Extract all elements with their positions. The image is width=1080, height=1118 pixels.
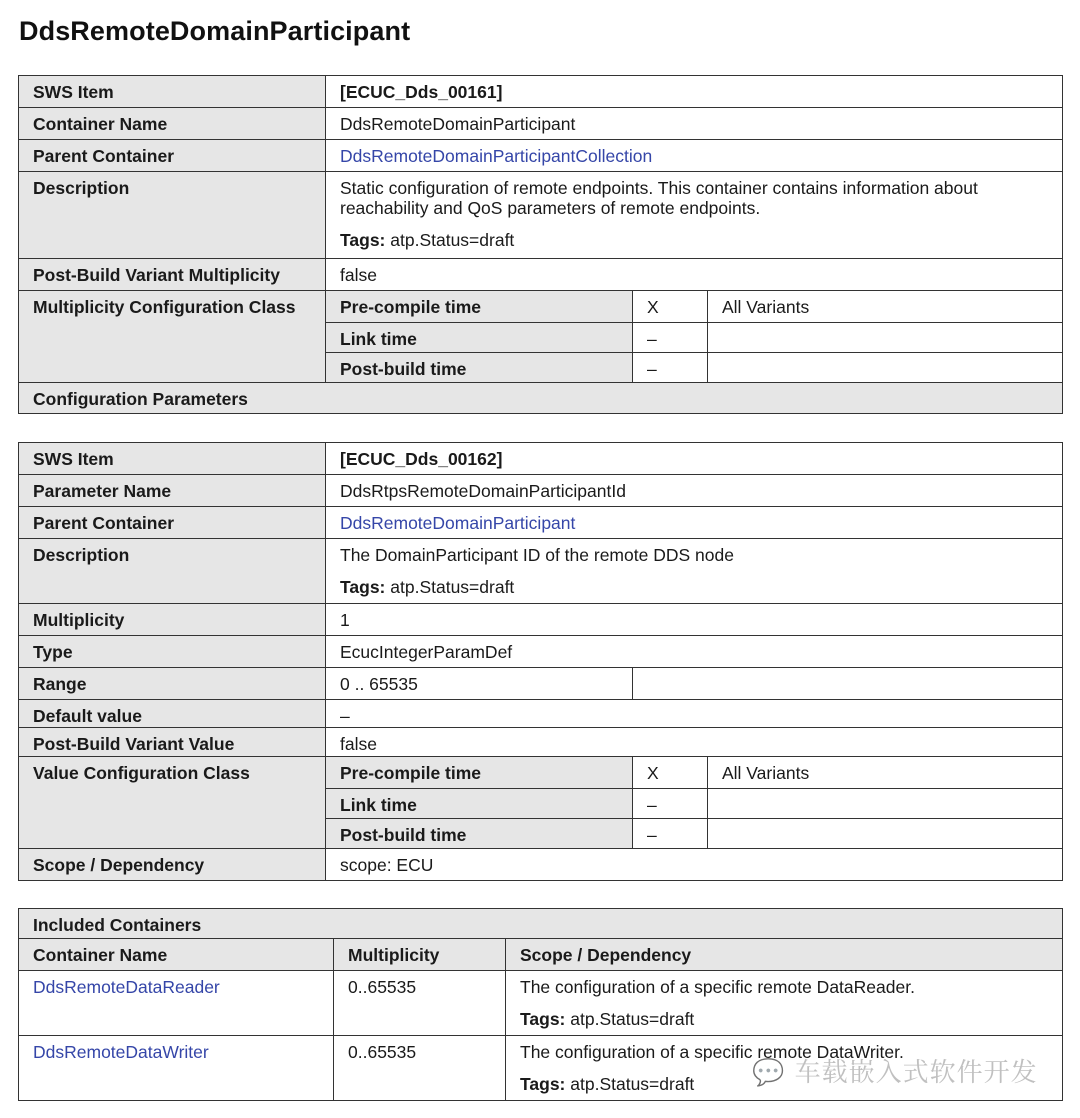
post-build-value: false bbox=[326, 728, 1063, 757]
post-build-value: false bbox=[326, 259, 1063, 291]
config-class-label: Multiplicity Configuration Class bbox=[19, 291, 326, 383]
multiplicity-label: Multiplicity bbox=[19, 604, 326, 636]
table-row bbox=[19, 475, 1063, 507]
container-description-cell bbox=[506, 1036, 1063, 1101]
watermark-text: 车载嵌入式软件开发 bbox=[794, 1058, 1038, 1088]
range-label: Range bbox=[19, 668, 326, 700]
tags-value: atp.Status=draft bbox=[390, 577, 515, 597]
container-multiplicity: 0..65535 bbox=[334, 971, 506, 1036]
table-row bbox=[19, 636, 1063, 668]
page-title: DdsRemoteDomainParticipant bbox=[19, 16, 411, 46]
config-time: Pre-compile time bbox=[326, 291, 633, 323]
table-row bbox=[19, 971, 1063, 1036]
container-description: The configuration of a specific remote DataWriter. bbox=[520, 1042, 904, 1062]
table-row bbox=[19, 757, 1063, 789]
tags-value: atp.Status=draft bbox=[390, 230, 515, 250]
config-time: Post-build time bbox=[326, 819, 633, 849]
container-name-value: DdsRemoteDomainParticipant bbox=[326, 108, 1063, 140]
config-variants bbox=[708, 789, 1063, 819]
table-row bbox=[19, 604, 1063, 636]
config-variants: All Variants bbox=[708, 757, 1063, 789]
config-time: Link time bbox=[326, 323, 633, 353]
table-row bbox=[19, 76, 1063, 108]
config-time: Pre-compile time bbox=[326, 757, 633, 789]
tags-value: atp.Status=draft bbox=[570, 1009, 695, 1029]
table-row bbox=[19, 700, 1063, 728]
table-row bbox=[19, 1036, 1063, 1101]
container-link[interactable]: DdsRemoteDataReader bbox=[19, 971, 334, 1036]
sws-item-value: [ECUC_Dds_00162] bbox=[326, 443, 1063, 475]
table-row bbox=[19, 443, 1063, 475]
table-row bbox=[19, 108, 1063, 140]
column-header-multiplicity: Multiplicity bbox=[334, 939, 506, 971]
container-definition-table bbox=[18, 75, 1063, 414]
range-extra bbox=[633, 668, 1063, 700]
table-row bbox=[19, 849, 1063, 881]
config-time: Link time bbox=[326, 789, 633, 819]
sws-item-label: SWS Item bbox=[19, 443, 326, 475]
table-row bbox=[19, 728, 1063, 757]
parent-container-label: Parent Container bbox=[19, 140, 326, 172]
container-multiplicity: 0..65535 bbox=[334, 1036, 506, 1101]
parameter-definition-table bbox=[18, 442, 1063, 881]
post-build-label: Post-Build Variant Value bbox=[19, 728, 326, 757]
scope-label: Scope / Dependency bbox=[19, 849, 326, 881]
container-link[interactable]: DdsRemoteDataWriter bbox=[19, 1036, 334, 1101]
config-variants bbox=[708, 353, 1063, 383]
config-mark: – bbox=[633, 353, 708, 383]
description-text: The DomainParticipant ID of the remote DDS node bbox=[340, 545, 734, 565]
tags bbox=[340, 230, 1048, 250]
tags-label: Tags: bbox=[340, 577, 386, 597]
table-row bbox=[19, 668, 1063, 700]
tags-value: atp.Status=draft bbox=[570, 1074, 695, 1094]
description-label: Description bbox=[19, 172, 326, 259]
table-row bbox=[19, 172, 1063, 259]
table-row bbox=[19, 140, 1063, 172]
scope-value: scope: ECU bbox=[326, 849, 1063, 881]
table-row bbox=[19, 507, 1063, 539]
config-params-label: Configuration Parameters bbox=[19, 383, 1063, 414]
sws-item-label: SWS Item bbox=[19, 76, 326, 108]
tags-label: Tags: bbox=[520, 1009, 566, 1029]
parent-container-label: Parent Container bbox=[19, 507, 326, 539]
parent-container-link[interactable]: DdsRemoteDomainParticipantCollection bbox=[326, 140, 1063, 172]
table-row bbox=[19, 291, 1063, 323]
included-containers-header: Included Containers bbox=[19, 909, 1063, 939]
sws-item-value: [ECUC_Dds_00161] bbox=[326, 76, 1063, 108]
description-cell bbox=[326, 172, 1063, 259]
table-row bbox=[19, 939, 1063, 971]
parameter-name-label: Parameter Name bbox=[19, 475, 326, 507]
tags-label: Tags: bbox=[340, 230, 386, 250]
type-value: EcucIntegerParamDef bbox=[326, 636, 1063, 668]
config-mark: – bbox=[633, 789, 708, 819]
table-row bbox=[19, 909, 1063, 939]
table-row bbox=[19, 383, 1063, 414]
config-mark: – bbox=[633, 323, 708, 353]
tags bbox=[520, 1074, 1048, 1094]
config-time: Post-build time bbox=[326, 353, 633, 383]
container-name-label: Container Name bbox=[19, 108, 326, 140]
description-text: Static configuration of remote endpoints. This container contains information about reachability and QoS parameters of remote endpoints. bbox=[340, 178, 978, 218]
table-row bbox=[19, 539, 1063, 604]
config-mark: X bbox=[633, 757, 708, 789]
config-variants: All Variants bbox=[708, 291, 1063, 323]
default-value-label: Default value bbox=[19, 700, 326, 728]
description-cell bbox=[326, 539, 1063, 604]
config-variants bbox=[708, 323, 1063, 353]
column-header-container-name: Container Name bbox=[19, 939, 334, 971]
post-build-label: Post-Build Variant Multiplicity bbox=[19, 259, 326, 291]
range-value: 0 .. 65535 bbox=[326, 668, 633, 700]
tags-label: Tags: bbox=[520, 1074, 566, 1094]
description-label: Description bbox=[19, 539, 326, 604]
included-containers-table bbox=[18, 908, 1063, 1101]
config-mark: – bbox=[633, 819, 708, 849]
parameter-name-value: DdsRtpsRemoteDomainParticipantId bbox=[326, 475, 1063, 507]
parent-container-link[interactable]: DdsRemoteDomainParticipant bbox=[326, 507, 1063, 539]
config-class-label: Value Configuration Class bbox=[19, 757, 326, 849]
config-mark: X bbox=[633, 291, 708, 323]
type-label: Type bbox=[19, 636, 326, 668]
default-value: – bbox=[326, 700, 1063, 728]
chat-bubble-icon: 💬 bbox=[752, 1058, 786, 1088]
tags bbox=[340, 577, 1048, 597]
column-header-scope: Scope / Dependency bbox=[506, 939, 1063, 971]
tags bbox=[520, 1009, 1048, 1029]
table-row bbox=[19, 259, 1063, 291]
container-description: The configuration of a specific remote DataReader. bbox=[520, 977, 915, 997]
config-variants bbox=[708, 819, 1063, 849]
container-description-cell bbox=[506, 971, 1063, 1036]
multiplicity-value: 1 bbox=[326, 604, 1063, 636]
